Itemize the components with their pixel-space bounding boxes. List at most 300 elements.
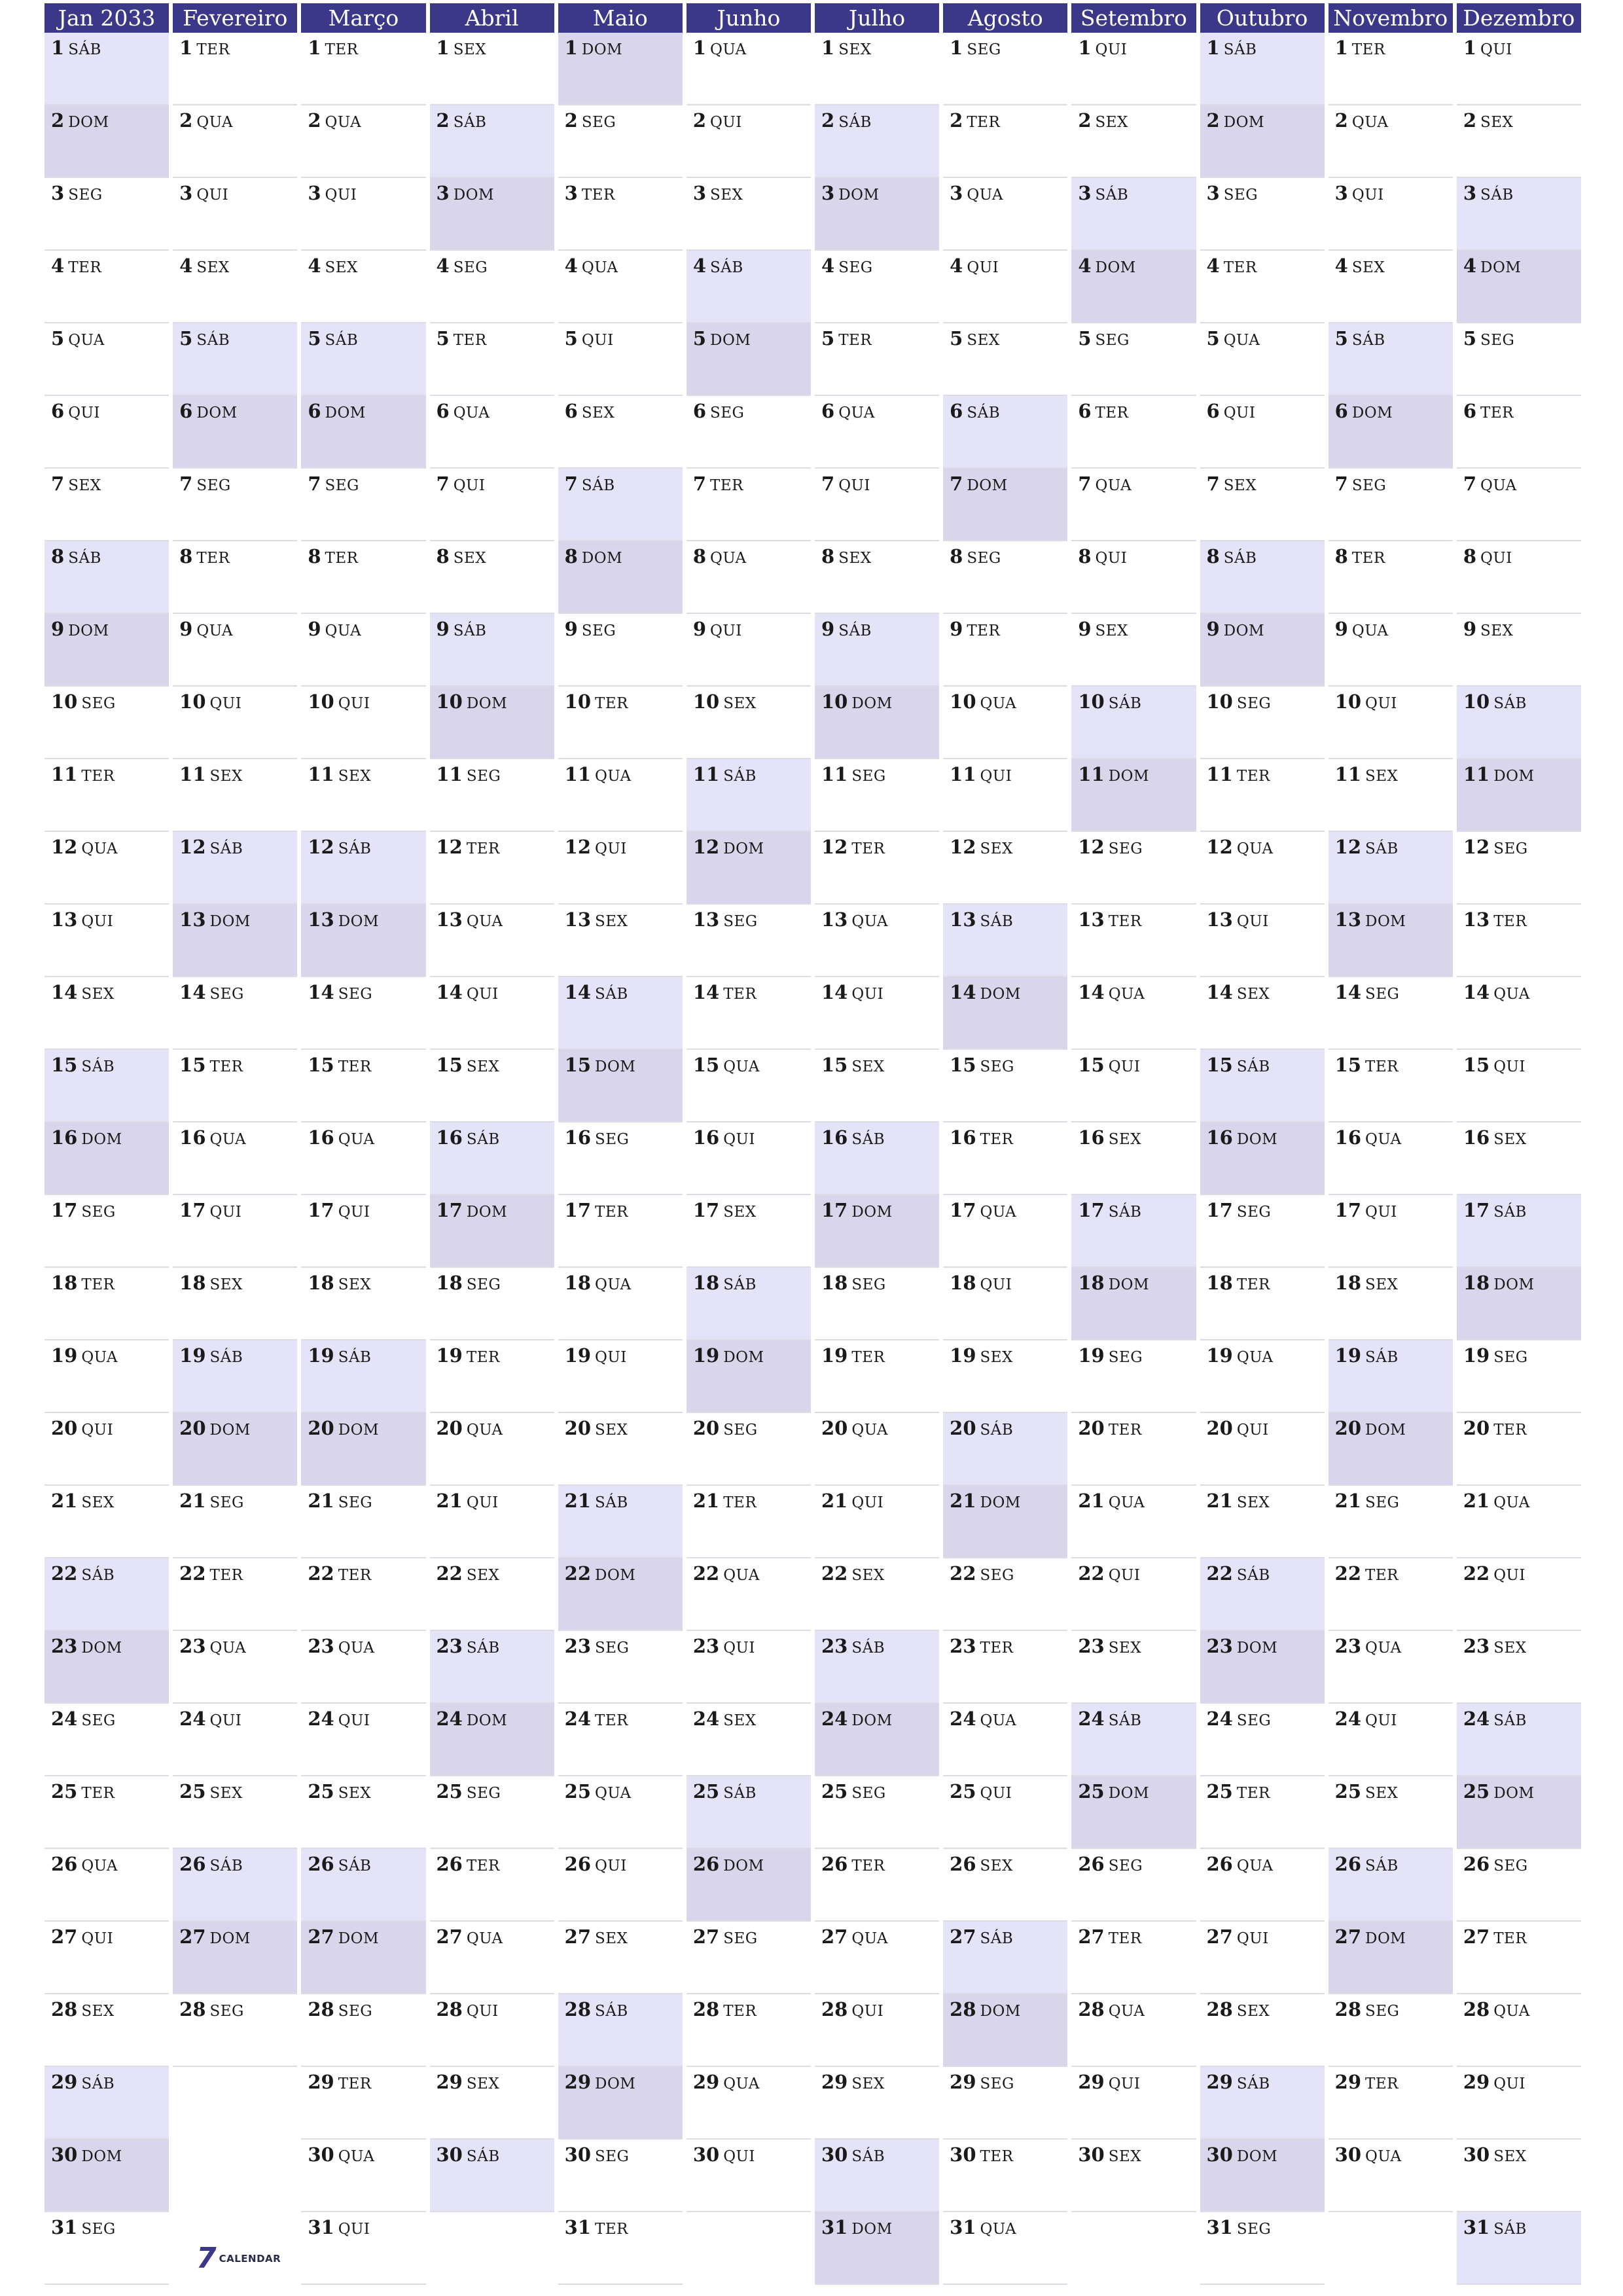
day-number: 15 [1078, 1054, 1105, 1076]
day-cell [1200, 1268, 1325, 1340]
weekday-label: SÁB [980, 913, 1014, 930]
day-cell [1329, 687, 1453, 759]
day-cell [1071, 614, 1196, 687]
day-cell [558, 977, 683, 1050]
day-number: 16 [1078, 1126, 1105, 1149]
day-number: 17 [436, 1199, 463, 1221]
weekday-label: QUI [81, 1930, 114, 1947]
day-cell [173, 905, 297, 977]
day-number: 11 [692, 763, 720, 785]
day-number: 28 [1078, 1998, 1105, 2020]
day-number: 3 [692, 182, 707, 204]
day-number: 20 [821, 1417, 848, 1439]
day-number: 12 [692, 836, 720, 858]
day-number: 23 [950, 1635, 976, 1657]
weekday-label: SÁB [1223, 550, 1257, 567]
day-number: 25 [1334, 1780, 1362, 1803]
weekday-label: DOM [723, 1349, 764, 1366]
day-cell [1329, 1413, 1453, 1486]
day-number: 18 [692, 1272, 720, 1294]
day-number: 7 [1206, 473, 1220, 495]
day-cell [173, 323, 297, 396]
weekday-label: DOM [1095, 259, 1136, 276]
weekday-label: DOM [595, 1567, 636, 1584]
day-cell [687, 1195, 811, 1268]
day-cell [430, 687, 554, 759]
weekday-label: SÁB [1108, 1712, 1142, 1729]
weekday-label: SEX [68, 477, 101, 494]
weekday-label: SÁB [723, 1785, 757, 1802]
empty-day-cell [430, 2212, 554, 2285]
weekday-label: SEG [209, 1494, 244, 1511]
day-number: 24 [1463, 1708, 1490, 1730]
day-number: 30 [436, 2144, 463, 2166]
weekday-label: QUA [1351, 114, 1389, 131]
weekday-label: QUA [1493, 1494, 1530, 1511]
day-number: 9 [564, 618, 578, 640]
weekday-label: DOM [851, 2221, 893, 2238]
day-number: 15 [179, 1054, 206, 1076]
weekday-label: TER [338, 2075, 372, 2092]
weekday-label: SEX [466, 2075, 500, 2092]
weekday-label: QUI [1108, 1567, 1141, 1584]
day-number: 13 [436, 908, 463, 931]
day-cell [173, 251, 297, 323]
day-number: 18 [1463, 1272, 1490, 1294]
day-cell [943, 1994, 1067, 2067]
day-cell [173, 614, 297, 687]
weekday-label: TER [595, 1712, 628, 1729]
day-number: 26 [1463, 1853, 1490, 1875]
weekday-label: SEG [1493, 1349, 1528, 1366]
day-cell [430, 323, 554, 396]
day-number: 28 [436, 1998, 463, 2020]
day-cell [173, 105, 297, 178]
weekday-label: QUA [851, 1930, 889, 1947]
day-number: 18 [1334, 1272, 1362, 1294]
day-cell [173, 1050, 297, 1122]
day-cell [45, 1704, 169, 1776]
weekday-label: SEX [595, 1930, 628, 1947]
day-number: 15 [950, 1054, 976, 1076]
day-cell [45, 323, 169, 396]
day-number: 28 [1463, 1998, 1490, 2020]
weekday-label: DOM [338, 1930, 380, 1947]
day-cell [943, 1704, 1067, 1776]
day-cell [687, 469, 811, 541]
weekday-label: SÁB [980, 1422, 1014, 1439]
day-cell [45, 1558, 169, 1631]
day-cell [301, 1340, 425, 1413]
day-number: 2 [950, 109, 963, 132]
weekday-label: TER [1236, 1785, 1270, 1802]
day-number: 5 [950, 327, 963, 350]
day-cell [1329, 105, 1453, 178]
day-cell [943, 832, 1067, 905]
day-number: 5 [1334, 327, 1348, 350]
month-column [943, 3, 1067, 2294]
weekday-label: QUA [723, 1567, 760, 1584]
weekday-label: QUA [209, 1131, 247, 1148]
day-number: 27 [308, 1926, 334, 1948]
weekday-label: QUI [466, 1494, 499, 1511]
weekday-label: SÁB [723, 768, 757, 785]
weekday-label: TER [81, 1785, 115, 1802]
day-number: 31 [1463, 2216, 1490, 2238]
month-column [558, 3, 683, 2294]
day-cell [687, 251, 811, 323]
month-header: Dezembro [1457, 3, 1581, 33]
day-cell [815, 2067, 939, 2140]
month-header: Agosto [943, 3, 1067, 33]
weekday-label: QUI [1493, 2075, 1526, 2092]
day-number: 16 [308, 1126, 334, 1149]
day-number: 7 [564, 473, 578, 495]
weekday-label: SEX [838, 550, 872, 567]
day-number: 8 [436, 545, 450, 567]
day-cell [815, 2140, 939, 2212]
day-number: 13 [51, 908, 78, 931]
weekday-label: SEG [68, 187, 103, 204]
weekday-label: SEG [453, 259, 488, 276]
weekday-label: SEG [595, 1131, 630, 1148]
day-number: 17 [1334, 1199, 1362, 1221]
day-number: 22 [51, 1562, 78, 1585]
weekday-label: SEX [325, 259, 358, 276]
weekday-label: SÁB [1236, 2075, 1270, 2092]
day-number: 10 [1206, 691, 1233, 713]
day-number: 7 [308, 473, 321, 495]
day-cell [1457, 1340, 1581, 1413]
day-cell [1071, 1340, 1196, 1413]
day-number: 13 [564, 908, 592, 931]
weekday-label: QUI [723, 1640, 756, 1657]
day-number: 18 [308, 1272, 334, 1294]
day-cell [1457, 1849, 1581, 1922]
day-cell [815, 1922, 939, 1994]
weekday-label: QUA [209, 1640, 247, 1657]
day-cell [1071, 1994, 1196, 2067]
day-number: 30 [1078, 2144, 1105, 2166]
day-number: 1 [308, 37, 321, 59]
day-number: 3 [436, 182, 450, 204]
day-cell [45, 977, 169, 1050]
day-number: 27 [1463, 1926, 1490, 1948]
weekday-label: DOM [466, 1204, 508, 1221]
day-cell [301, 1849, 425, 1922]
weekday-label: SEX [980, 1857, 1013, 1874]
day-cell [173, 178, 297, 251]
day-cell [301, 1776, 425, 1849]
day-number: 13 [821, 908, 848, 931]
weekday-label: TER [81, 1276, 115, 1293]
weekday-label: SÁB [338, 840, 372, 857]
day-number: 11 [1206, 763, 1233, 785]
weekday-label: QUA [81, 1857, 118, 1874]
weekday-label: QUA [980, 1204, 1017, 1221]
day-cell [1071, 1849, 1196, 1922]
day-cell [1329, 1195, 1453, 1268]
day-cell [1200, 1195, 1325, 1268]
day-number: 21 [950, 1490, 976, 1512]
day-cell [45, 614, 169, 687]
day-cell [1071, 1776, 1196, 1849]
day-cell [1457, 977, 1581, 1050]
day-number: 19 [1463, 1344, 1490, 1367]
weekday-label: QUA [967, 187, 1003, 204]
day-number: 8 [1078, 545, 1092, 567]
weekday-label: SÁB [196, 332, 230, 349]
weekday-label: SEX [1223, 477, 1257, 494]
day-number: 27 [692, 1926, 720, 1948]
weekday-label: SÁB [338, 1349, 372, 1366]
day-number: 26 [1334, 1853, 1362, 1875]
weekday-label: QUI [1223, 404, 1256, 422]
day-cell [1071, 1922, 1196, 1994]
weekday-label: SEG [1480, 332, 1515, 349]
weekday-label: SEG [851, 768, 886, 785]
day-cell [687, 977, 811, 1050]
weekday-label: TER [338, 1567, 372, 1584]
weekday-label: TER [196, 41, 230, 58]
weekday-label: QUI [967, 259, 999, 276]
day-number: 29 [308, 2071, 334, 2093]
day-cell [558, 1922, 683, 1994]
day-number: 13 [692, 908, 720, 931]
weekday-label: SEG [851, 1276, 886, 1293]
day-cell [687, 178, 811, 251]
weekday-label: SÁB [851, 2148, 885, 2165]
day-number: 4 [1206, 255, 1220, 277]
month-header: Setembro [1071, 3, 1196, 33]
day-number: 6 [821, 400, 835, 422]
weekday-label: SÁB [338, 1857, 372, 1874]
day-cell [301, 251, 425, 323]
day-cell [173, 396, 297, 469]
day-number: 6 [950, 400, 963, 422]
weekday-label: DOM [1236, 1131, 1278, 1148]
weekday-label: SÁB [1480, 187, 1514, 204]
weekday-label: TER [338, 1058, 372, 1075]
weekday-label: TER [466, 840, 500, 857]
day-number: 5 [179, 327, 193, 350]
weekday-label: QUA [325, 622, 362, 639]
weekday-label: TER [967, 114, 1001, 131]
day-number: 26 [179, 1853, 206, 1875]
day-cell [943, 1050, 1067, 1122]
month-column [301, 3, 425, 2294]
day-number: 22 [179, 1562, 206, 1585]
weekday-label: QUA [1108, 2003, 1145, 2020]
day-cell [301, 1050, 425, 1122]
day-number: 27 [436, 1926, 463, 1948]
day-cell [430, 469, 554, 541]
day-cell [558, 105, 683, 178]
weekday-label: TER [1351, 550, 1385, 567]
day-cell [815, 1050, 939, 1122]
weekday-label: DOM [1236, 2148, 1278, 2165]
day-number: 28 [308, 1998, 334, 2020]
day-cell [687, 1268, 811, 1340]
weekday-label: QUA [710, 550, 747, 567]
day-cell [1329, 1558, 1453, 1631]
day-number: 13 [179, 908, 206, 931]
day-number: 26 [950, 1853, 976, 1875]
day-number: 6 [51, 400, 65, 422]
day-number: 30 [692, 2144, 720, 2166]
day-number: 6 [1334, 400, 1348, 422]
day-number: 14 [308, 981, 334, 1003]
day-cell [815, 251, 939, 323]
month-column [173, 3, 297, 2294]
weekday-label: DOM [1480, 259, 1522, 276]
day-number: 26 [436, 1853, 463, 1875]
day-number: 5 [1206, 327, 1220, 350]
weekday-label: SEX [851, 1058, 885, 1075]
weekday-label: SÁB [595, 2003, 628, 2020]
weekday-label: SEG [967, 41, 1001, 58]
weekday-label: SÁB [595, 1494, 628, 1511]
day-number: 14 [51, 981, 78, 1003]
weekday-label: DOM [209, 913, 251, 930]
day-number: 2 [436, 109, 450, 132]
day-number: 25 [1078, 1780, 1105, 1803]
day-number: 7 [692, 473, 707, 495]
day-number: 17 [1463, 1199, 1490, 1221]
day-number: 16 [1334, 1126, 1362, 1149]
weekday-label: QUA [466, 1930, 503, 1947]
day-cell [430, 2140, 554, 2212]
day-cell [1329, 905, 1453, 977]
day-number: 12 [1206, 836, 1233, 858]
day-number: 20 [1334, 1417, 1362, 1439]
day-number: 12 [179, 836, 206, 858]
day-cell [815, 614, 939, 687]
weekday-label: SEX [1236, 986, 1270, 1003]
day-number: 21 [308, 1490, 334, 1512]
day-number: 30 [1206, 2144, 1233, 2166]
day-number: 2 [692, 109, 707, 132]
day-number: 20 [564, 1417, 592, 1439]
day-number: 7 [1078, 473, 1092, 495]
day-cell [1457, 614, 1581, 687]
weekday-label: QUA [1493, 2003, 1530, 2020]
day-cell [1200, 614, 1325, 687]
day-number: 3 [1463, 182, 1477, 204]
day-cell [1329, 832, 1453, 905]
day-cell [301, 905, 425, 977]
day-cell [943, 178, 1067, 251]
day-cell [1200, 905, 1325, 977]
day-cell [1200, 977, 1325, 1050]
day-number: 30 [821, 2144, 848, 2166]
weekday-label: QUA [595, 1785, 632, 1802]
day-cell [1457, 251, 1581, 323]
empty-day-cell [173, 2067, 297, 2140]
weekday-label: QUI [980, 1276, 1012, 1293]
day-cell [687, 905, 811, 977]
day-cell [1457, 687, 1581, 759]
day-number: 16 [179, 1126, 206, 1149]
day-cell [1071, 1050, 1196, 1122]
day-cell [943, 541, 1067, 614]
day-cell [1071, 178, 1196, 251]
day-number: 27 [1334, 1926, 1362, 1948]
day-cell [173, 541, 297, 614]
day-cell [173, 759, 297, 832]
weekday-label: SEG [81, 2221, 116, 2238]
day-cell [1200, 1486, 1325, 1558]
day-number: 21 [51, 1490, 78, 1512]
day-number: 18 [564, 1272, 592, 1294]
day-cell [301, 1413, 425, 1486]
day-number: 12 [51, 836, 78, 858]
day-cell [430, 1195, 554, 1268]
day-number: 13 [1206, 908, 1233, 931]
day-cell [1200, 1776, 1325, 1849]
weekday-label: QUA [1365, 1640, 1402, 1657]
weekday-label: QUA [196, 622, 233, 639]
day-cell [943, 1268, 1067, 1340]
day-cell [173, 469, 297, 541]
month-column [1329, 3, 1453, 2294]
day-number: 27 [179, 1926, 206, 1948]
day-cell [815, 1486, 939, 1558]
day-cell [301, 105, 425, 178]
day-cell [687, 1122, 811, 1195]
weekday-label: SÁB [851, 1131, 885, 1148]
day-cell [430, 759, 554, 832]
day-cell [943, 1631, 1067, 1704]
weekday-label: DOM [68, 114, 109, 131]
day-cell [687, 1849, 811, 1922]
day-number: 20 [308, 1417, 334, 1439]
weekday-label: SÁB [1236, 1058, 1270, 1075]
day-number: 16 [950, 1126, 976, 1149]
weekday-label: QUI [1365, 695, 1397, 712]
day-number: 4 [436, 255, 450, 277]
day-cell [1457, 1413, 1581, 1486]
month-header: Novembro [1329, 3, 1453, 33]
day-number: 30 [950, 2144, 976, 2166]
day-number: 7 [436, 473, 450, 495]
day-cell [815, 1776, 939, 1849]
day-cell [301, 614, 425, 687]
weekday-label: TER [595, 1204, 628, 1221]
weekday-label: SEG [1365, 2003, 1400, 2020]
day-cell [1071, 396, 1196, 469]
day-cell [943, 2067, 1067, 2140]
day-cell [1200, 1413, 1325, 1486]
day-cell [1457, 1631, 1581, 1704]
day-number: 10 [51, 691, 78, 713]
day-number: 9 [179, 618, 193, 640]
day-cell [558, 1776, 683, 1849]
weekday-label: QUA [851, 913, 889, 930]
day-number: 4 [1463, 255, 1477, 277]
day-number: 28 [1334, 1998, 1362, 2020]
weekday-label: SÁB [967, 404, 1001, 422]
day-number: 19 [436, 1344, 463, 1367]
weekday-label: QUA [338, 2148, 375, 2165]
day-cell [558, 759, 683, 832]
day-cell [173, 1195, 297, 1268]
weekday-label: SÁB [595, 986, 628, 1003]
day-number: 8 [564, 545, 578, 567]
weekday-label: TER [851, 1349, 885, 1366]
weekday-label: QUA [1493, 986, 1530, 1003]
day-number: 2 [1334, 109, 1348, 132]
